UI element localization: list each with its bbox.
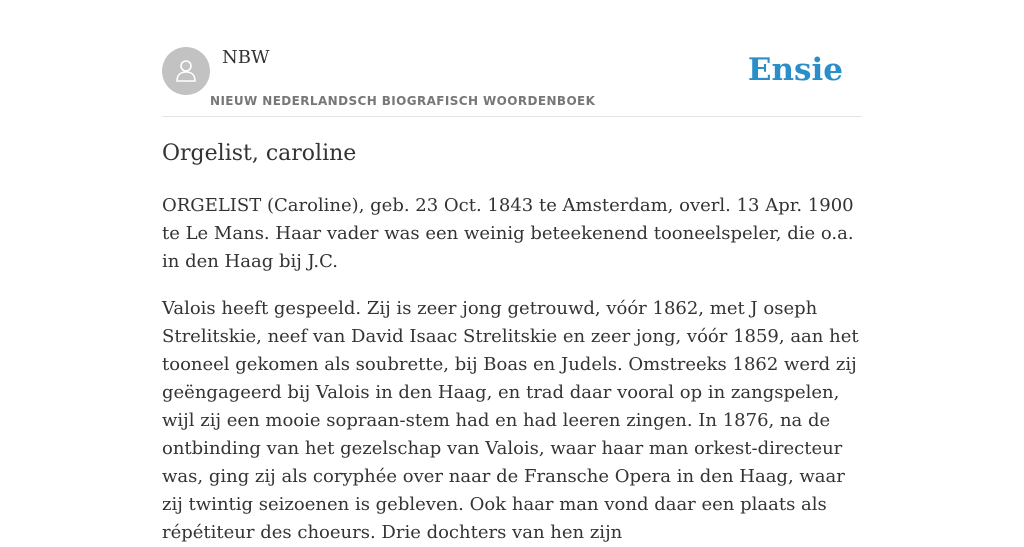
source-name[interactable]: NBW [222,47,270,68]
article-paragraph: Valois heeft gespeeld. Zij is zeer jong getrouwd, vóór 1862, met J oseph Strelitskie, neef van David Isaac Strelitskie en zeer jong, vóór 1859, aan het tooneel gekomen als soubrette, bij Boas en Judels. Omstreeks 1862 werd zij geëngageerd bij Valois in den Haag, en trad daar vooral op in zangspelen, wijl zij een mooie sopraan-stem had en had leeren zingen. In 1876, na de ontbinding van het gezelschap van Valois, waar haar man orkest-directeur was, ging zij als coryphée over naar de Fransche Opera in den Haag, waar zij twintig seizoenen is gebleven. Ook haar man vond daar een plaats als répétiteur des choeurs. Drie dochters van hen zijn [162,298,859,543]
user-icon [171,56,201,86]
avatar[interactable] [162,47,210,95]
header [162,0,862,117]
ensie-logo[interactable]: Ensie [747,52,843,88]
article-paragraph: ORGELIST (Caroline), geb. 23 Oct. 1843 te Amsterdam, overl. 13 Apr. 1900 te Le Mans. Haar vader was een weinig beteekenend tooneelspeler, die o.a. in den Haag bij J.C. [162,195,854,272]
page-container [162,0,862,543]
article-title: Orgelist, caroline [162,141,357,166]
source-fullname: NIEUW NEDERLANDSCH BIOGRAFISCH WOORDENBOEK [210,94,596,108]
